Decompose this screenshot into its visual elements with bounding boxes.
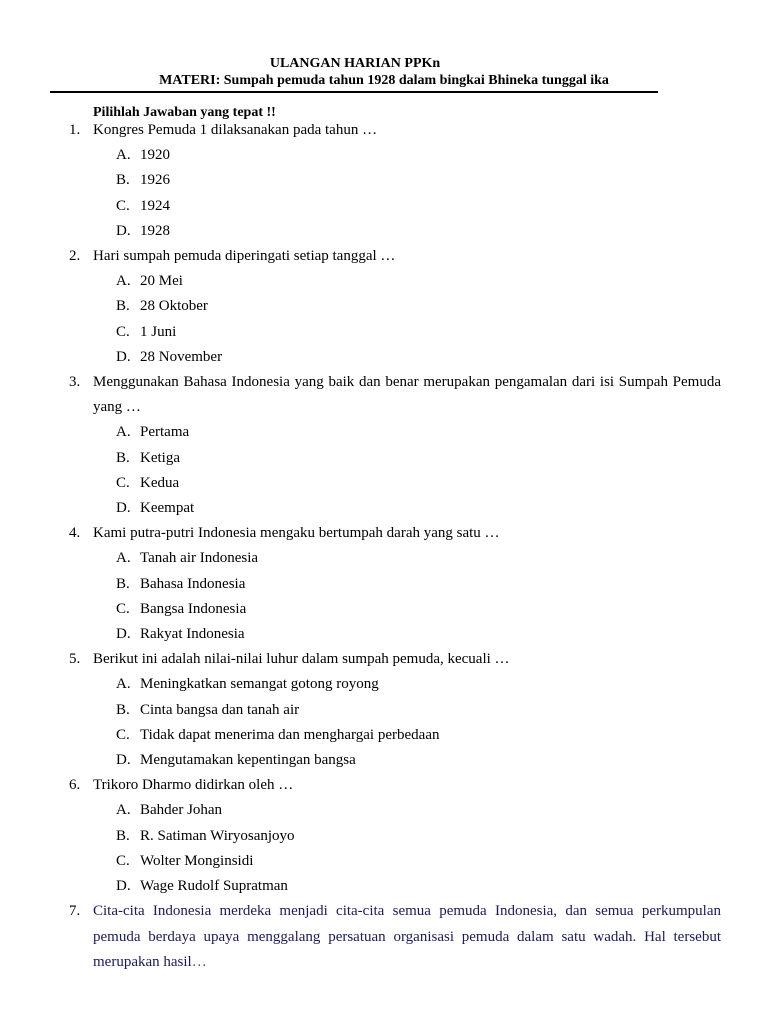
option-letter: C. xyxy=(116,197,130,214)
option-text: Mengutamakan kepentingan bangsa xyxy=(140,752,356,769)
question-text xyxy=(69,521,721,546)
option-text: 1924 xyxy=(140,197,170,214)
option-a xyxy=(116,420,768,445)
option-letter: B. xyxy=(116,701,130,718)
option-d xyxy=(116,345,768,370)
option-letter: D. xyxy=(116,626,131,643)
question-7 xyxy=(0,899,768,975)
option-text: Wolter Monginsidi xyxy=(140,852,254,869)
question-ellipsis: … xyxy=(191,953,207,970)
option-b xyxy=(116,572,768,597)
option-letter: B. xyxy=(116,575,130,592)
option-b xyxy=(116,294,768,319)
option-letter: D. xyxy=(116,878,131,895)
question-number: 3. xyxy=(69,374,81,391)
option-text: Ketiga xyxy=(140,449,180,466)
question-number: 1. xyxy=(69,122,81,138)
option-list xyxy=(0,798,768,899)
option-d xyxy=(116,874,768,899)
option-d xyxy=(116,622,768,647)
question-list xyxy=(0,118,768,975)
option-list xyxy=(0,672,768,773)
question-label: Menggunakan Bahasa Indonesia yang baik dan benar merupakan pengamalan dari isi Sumpah Pemuda yang … xyxy=(93,374,721,416)
option-a xyxy=(116,672,768,697)
option-text: Tanah air Indonesia xyxy=(140,550,259,567)
option-list xyxy=(0,269,768,370)
question-1 xyxy=(0,118,768,244)
option-text: Keempat xyxy=(140,500,195,517)
option-letter: C. xyxy=(116,323,130,340)
option-list xyxy=(0,420,768,521)
option-text: Rakyat Indonesia xyxy=(140,626,245,643)
document-title: ULANGAN HARIAN PPKn xyxy=(269,56,441,71)
option-letter: D. xyxy=(116,752,131,769)
option-a xyxy=(116,269,768,294)
option-letter: A. xyxy=(116,802,131,819)
option-b xyxy=(116,168,768,193)
option-text: Cinta bangsa dan tanah air xyxy=(140,701,300,718)
option-letter: D. xyxy=(116,348,131,365)
header-divider xyxy=(50,91,658,93)
question-2 xyxy=(0,244,768,370)
option-letter: D. xyxy=(116,500,131,517)
instruction-text: Pilihlah Jawaban yang tepat !! xyxy=(93,105,276,120)
option-a xyxy=(116,546,768,571)
option-text: 1926 xyxy=(140,172,170,189)
option-c xyxy=(116,597,768,622)
option-letter: B. xyxy=(116,449,130,466)
option-letter: A. xyxy=(116,147,131,164)
question-text xyxy=(69,647,721,672)
option-text: Tidak dapat menerima dan menghargai perbedaan xyxy=(140,726,440,743)
question-number: 4. xyxy=(69,525,81,542)
option-letter: A. xyxy=(116,550,131,567)
option-letter: C. xyxy=(116,852,130,869)
option-b xyxy=(116,698,768,723)
option-text: Meningkatkan semangat gotong royong xyxy=(140,676,379,693)
option-letter: A. xyxy=(116,273,131,290)
option-c xyxy=(116,723,768,748)
question-5 xyxy=(0,647,768,773)
option-text: 20 Mei xyxy=(140,273,183,290)
option-d xyxy=(116,748,768,773)
option-letter: A. xyxy=(116,676,131,693)
option-text: Bangsa Indonesia xyxy=(140,600,247,617)
option-letter: C. xyxy=(116,600,130,617)
option-letter: B. xyxy=(116,298,130,315)
option-d xyxy=(116,496,768,521)
document-subtitle: MATERI: Sumpah pemuda tahun 1928 dalam bingkai Bhineka tunggal ika xyxy=(159,73,609,88)
option-a xyxy=(116,798,768,823)
question-label: Berikut ini adalah nilai-nilai luhur dalam sumpah pemuda, kecuali … xyxy=(93,651,510,668)
option-text: 1928 xyxy=(140,222,170,239)
question-text xyxy=(69,773,721,798)
question-label: Trikoro Dharmo didirkan oleh … xyxy=(93,777,294,794)
option-text: Kedua xyxy=(140,474,180,491)
option-letter: C. xyxy=(116,726,130,743)
option-letter: D. xyxy=(116,222,131,239)
question-text xyxy=(69,370,721,420)
option-text: 28 November xyxy=(140,348,223,365)
question-number: 5. xyxy=(69,651,81,668)
question-number: 6. xyxy=(69,777,81,794)
question-4 xyxy=(0,521,768,647)
option-text: 1 Juni xyxy=(140,323,177,340)
option-b xyxy=(116,446,768,471)
option-list xyxy=(0,546,768,647)
option-text: Wage Rudolf Supratman xyxy=(140,878,288,895)
question-label: Kongres Pemuda 1 dilaksanakan pada tahun … xyxy=(93,122,378,138)
question-text xyxy=(69,244,721,269)
option-c xyxy=(116,471,768,496)
question-6 xyxy=(0,773,768,899)
option-a xyxy=(116,143,768,168)
option-letter: B. xyxy=(116,827,130,844)
option-text: R. Satiman Wiryosanjoyo xyxy=(140,827,295,844)
question-number: 2. xyxy=(69,248,81,265)
question-label: Cita-cita Indonesia merdeka menjadi cita-cita semua pemuda Indonesia, dan semua perkumpulan pemuda berdaya upaya menggalang persatuan organisasi pemuda dalam satu wadah. Hal tersebut merupakan hasil xyxy=(93,903,721,970)
option-text: Bahasa Indonesia xyxy=(140,575,246,592)
option-letter: A. xyxy=(116,424,131,441)
option-c xyxy=(116,849,768,874)
option-letter: B. xyxy=(116,172,130,189)
question-number: 7. xyxy=(69,903,81,920)
option-text: Pertama xyxy=(140,424,190,441)
option-list xyxy=(0,143,768,244)
option-text: Bahder Johan xyxy=(140,802,223,819)
question-3 xyxy=(0,370,768,521)
option-c xyxy=(116,194,768,219)
option-letter: C. xyxy=(116,474,130,491)
question-label: Kami putra-putri Indonesia mengaku bertumpah darah yang satu … xyxy=(93,525,500,542)
option-c xyxy=(116,320,768,345)
option-b xyxy=(116,824,768,849)
question-label: Hari sumpah pemuda diperingati setiap tanggal … xyxy=(93,248,396,265)
question-text xyxy=(69,118,721,143)
option-text: 1920 xyxy=(140,147,170,164)
option-text: 28 Oktober xyxy=(140,298,208,315)
option-d xyxy=(116,219,768,244)
question-text xyxy=(69,899,721,975)
